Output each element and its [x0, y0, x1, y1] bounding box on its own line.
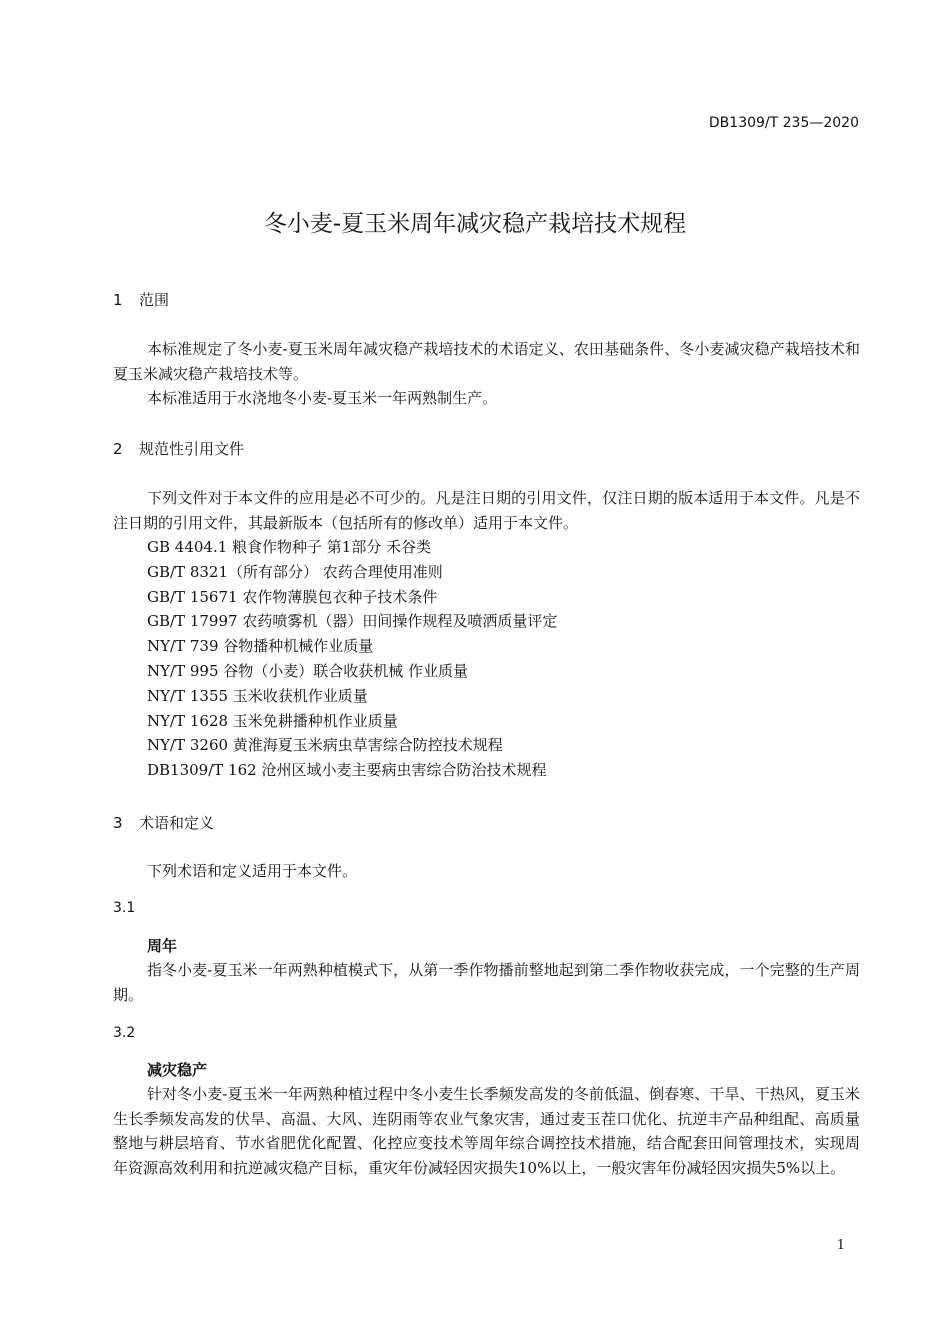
term-number: 3.2	[113, 1025, 136, 1041]
section-2-heading	[113, 438, 244, 459]
section-2-intro	[113, 486, 860, 535]
paragraph: 针对冬小麦-夏玉米一年两熟种植过程中冬小麦生长季频发高发的冬前低温、倒春寒、干旱、干热风，夏玉米生长季频发高发的伏旱、高温、大风、连阴雨等农业气象灾害，通过麦玉茬口优化、抗逆丰产品种组配、高质量整地与耕层培育、节水省肥优化配置、化控应变技术等周年综合调控技术措施，结合配套田间管理技术，实现周年资源高效利用和抗逆减灾稳产目标，重灾年份减轻因灾损失10%以上，一般灾害年份减轻因灾损失5%以上。	[113, 1085, 860, 1177]
reference-item: NY/T 1355 玉米收获机作业质量	[147, 686, 368, 705]
reference-item: NY/T 739 谷物播种机械作业质量	[147, 637, 374, 656]
section-number: 1	[113, 291, 123, 309]
section-title: 术语和定义	[139, 814, 215, 832]
paragraph: 下列术语和定义适用于本文件。	[147, 862, 358, 880]
reference-item: GB/T 15671 农作物薄膜包衣种子技术条件	[147, 587, 438, 606]
section-title: 范围	[139, 291, 170, 309]
reference-item: GB/T 17997 农药喷雾机（器）田间操作规程及喷洒质量评定	[147, 612, 558, 631]
reference-item: NY/T 995 谷物（小麦）联合收获机械 作业质量	[147, 661, 469, 680]
term-name: 减灾稳产	[147, 1061, 208, 1079]
section-number: 3	[113, 814, 123, 832]
reference-item: GB/T 8321（所有部分） 农药合理使用准则	[147, 562, 443, 581]
section-1-body	[113, 337, 860, 411]
reference-item: DB1309/T 162 沧州区域小麦主要病虫害综合防治技术规程	[147, 761, 547, 780]
reference-item: GB 4404.1 粮食作物种子 第1部分 禾谷类	[147, 538, 432, 556]
term-name: 周年	[147, 937, 178, 955]
page-number: 1	[836, 1238, 845, 1253]
term-number: 3.1	[113, 900, 136, 916]
paragraph: 下列文件对于本文件的应用是必不可少的。凡是注日期的引用文件，仅注日期的版本适用于本文件。凡是不注日期的引用文件，其最新版本（包括所有的修改单）适用于本文件。	[113, 489, 860, 532]
reference-item: NY/T 3260 黄淮海夏玉米病虫草害综合防控技术规程	[147, 736, 503, 755]
paragraph: 本标准规定了冬小麦-夏玉米周年减灾稳产栽培技术的术语定义、农田基础条件、冬小麦减灾稳产栽培技术和夏玉米减灾稳产栽培技术等。	[113, 340, 860, 383]
reference-item: NY/T 1628 玉米免耕播种机作业质量	[147, 711, 398, 730]
document-title: 冬小麦-夏玉米周年减灾稳产栽培技术规程	[263, 211, 687, 237]
standard-code: DB1309/T 235—2020	[708, 115, 859, 131]
paragraph: 指冬小麦-夏玉米一年两熟种植模式下，从第一季作物播前整地起到第二季作物收获完成，一个完整的生产周期。	[113, 961, 860, 1004]
term-definition	[113, 958, 860, 1007]
section-1-heading	[113, 289, 169, 310]
reference-list	[147, 535, 557, 783]
section-3-intro	[113, 859, 860, 884]
section-title: 规范性引用文件	[139, 440, 245, 458]
term-definition	[113, 1082, 860, 1180]
section-number: 2	[113, 440, 123, 458]
section-3-heading	[113, 812, 214, 833]
paragraph: 本标准适用于水浇地冬小麦-夏玉米一年两熟制生产。	[147, 389, 498, 408]
